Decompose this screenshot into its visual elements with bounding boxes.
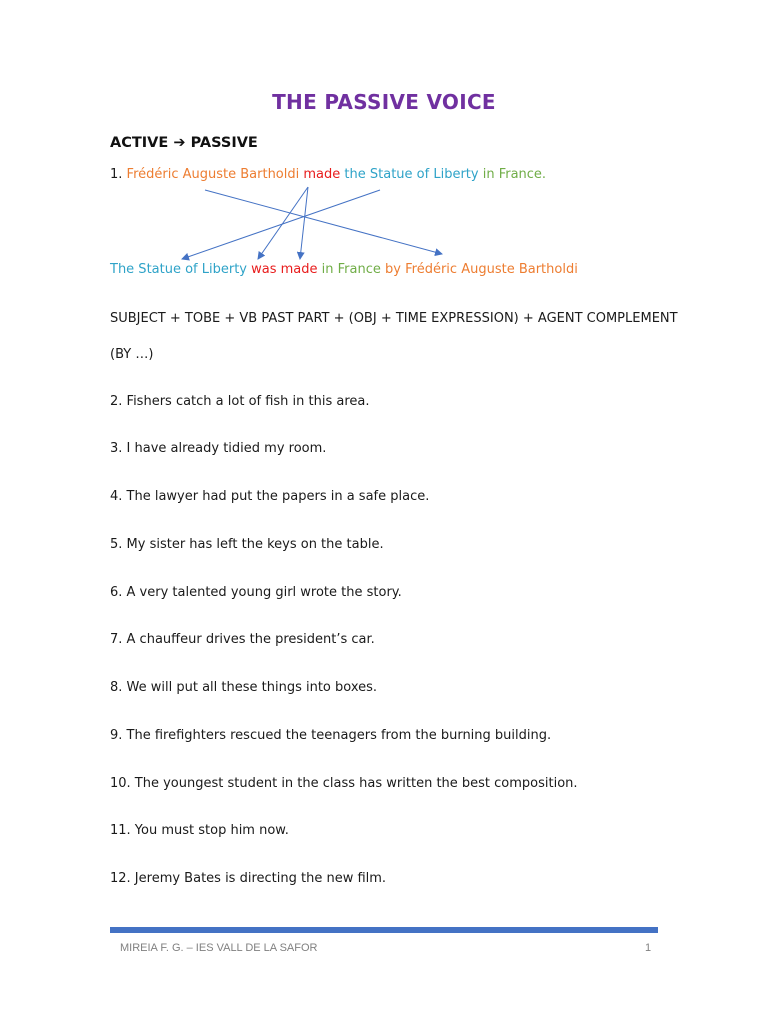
- transformation-arrows: [0, 0, 768, 300]
- formula-line-1: SUBJECT + TOBE + VB PAST PART + (OBJ + TIME EXPRESSION) + AGENT COMPLEMENT: [110, 311, 678, 326]
- passive-by: by: [385, 262, 401, 277]
- page-title: THE PASSIVE VOICE: [272, 90, 496, 114]
- footer-author: MIREIA F. G. – IES VALL DE LA SAFOR: [120, 942, 318, 954]
- exercise-item: 2. Fishers catch a lot of fish in this area.: [110, 394, 370, 409]
- active-agent: Frédéric Auguste Bartholdi: [126, 167, 300, 182]
- exercise-item: 6. A very talented young girl wrote the story.: [110, 585, 402, 600]
- arrow-verb-was: [258, 187, 308, 259]
- example-passive-sentence: [110, 262, 578, 277]
- exercise-item: 5. My sister has left the keys on the table.: [110, 537, 384, 552]
- formula-line-2: (BY …): [110, 347, 154, 362]
- page-number: 1: [645, 942, 652, 954]
- exercise-item: 8. We will put all these things into boxes.: [110, 680, 378, 695]
- active-verb: made: [303, 167, 341, 182]
- arrow-verb-made: [300, 187, 308, 259]
- active-place: in France.: [482, 167, 547, 182]
- passive-subject: The Statue of Liberty: [110, 262, 247, 277]
- footer-divider: [110, 927, 658, 933]
- arrow-object: [182, 190, 380, 259]
- exercise-item: 11. You must stop him now.: [110, 823, 289, 838]
- passive-verb: was made: [251, 262, 318, 277]
- arrow-agent: [205, 190, 442, 254]
- exercise-item: 10. The youngest student in the class has written the best composition.: [110, 776, 578, 791]
- example-number: 1.: [110, 167, 123, 182]
- heading-passive: PASSIVE: [190, 135, 258, 151]
- exercise-item: 3. I have already tidied my room.: [110, 441, 327, 456]
- exercise-item: 9. The firefighters rescued the teenagers from the burning building.: [110, 728, 552, 743]
- heading-active: ACTIVE: [110, 135, 169, 151]
- passive-place: in France: [321, 262, 381, 277]
- active-object: the Statue of Liberty: [344, 167, 479, 182]
- arrow-icon: ➔: [173, 135, 186, 151]
- exercise-item: 12. Jeremy Bates is directing the new film.: [110, 871, 387, 886]
- exercise-item: 7. A chauffeur drives the president’s car.: [110, 632, 375, 647]
- passive-agent: Frédéric Auguste Bartholdi: [405, 262, 578, 277]
- exercise-item: 4. The lawyer had put the papers in a safe place.: [110, 489, 430, 504]
